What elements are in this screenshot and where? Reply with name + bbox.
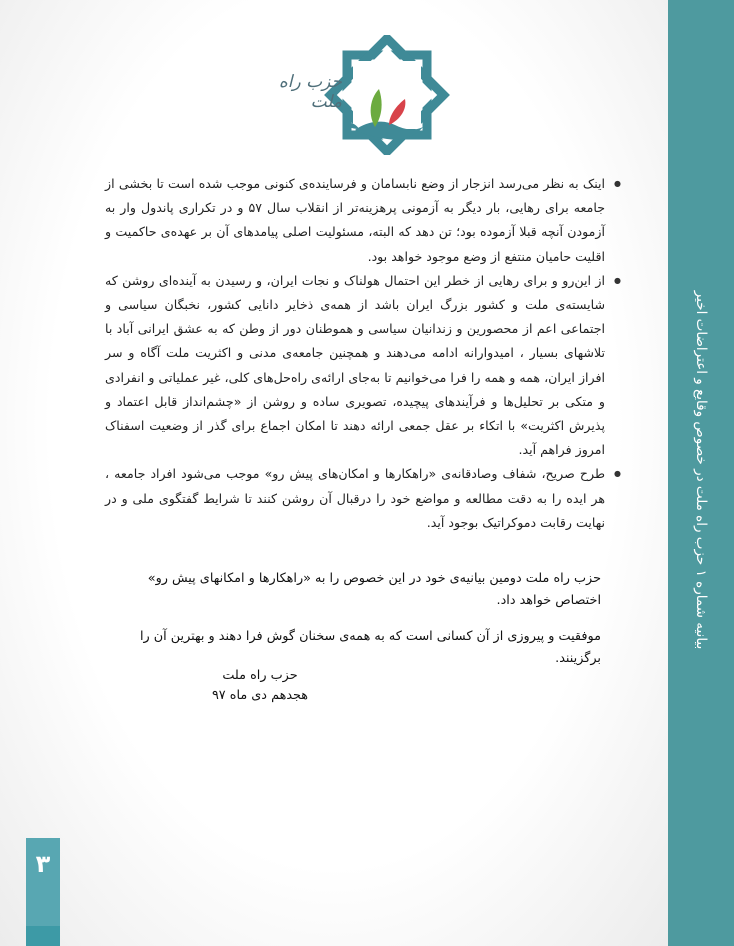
signature-name: حزب راه ملت [222, 668, 298, 683]
statement-point: ● طرح صریح، شفاف وصادقانه‌ی «راهکارها و امکان‌های پیش رو» موجب می‌شود افراد جامعه ، هر ایده را به دقت مطالعه و مواضع خود را درقبال آن روشن کنند تا شرایط گفتگوی ملی و در نهایت رقابت دموکراتیک بوجود آید. [105, 462, 605, 535]
statement-body [105, 172, 605, 535]
page-tab-accent [26, 926, 60, 946]
statement-points [105, 172, 605, 535]
motto-text: موفقیت و پیروزی از آن کسانی است که به همه‌ی سخنان گوش فرا دهند و بهترین آن را برگزینند. [139, 629, 601, 666]
announcement-text: حزب راه ملت دومین بیانیه‌ی خود در این خصوص را به «راهکارها و امکانهای پیش رو» اختصاص خواهد داد. [147, 571, 601, 608]
signature-block [180, 666, 340, 706]
page-number: ۳ [35, 850, 51, 878]
side-title: بیانیه شماره ۱ حزب راه ملت در خصوص وقایع و اعتراضات اخیر [693, 290, 709, 650]
statement-point: ● از این‌رو و برای رهایی از خطر این احتمال هولناک و نجات ایران، و رسیدن به آینده‌ای روشن که شایسته‌ی ملت و کشور بزرگ ایران باشد از همه‌ی ذخایر دانایی کشور، نخبگان سیاسی و اجتماعی اعم از محصورین و زندانیان سیاسی و هموطنان دور از وطن که به عشق ایرانی آباد با تلاشهای بسیار ، امیدوارانه ادامه می‌دهند و همچنین جامعه‌ی مدنی و اکثریت ملت آگاه و سر افراز ایران، همه و همه را فرا می‌خوانیم تا به‌جای ارائه‌ی راه‌حل‌های کلی، غیر عملیاتی و انفرادی و متکی بر تحلیل‌ها و فرآیندهای پیچیده، تصویری ساده و روشن از «چشم‌انداز قابل اعتماد و پذیرش اکثریت» با اتکاء بر عقل جمعی ارائه دهند تا امکان اجماع برای گذر از وضعیت اسفناک امروز فراهم آید. [105, 269, 605, 463]
logo-wordmark: حزب راه ملت [278, 72, 342, 112]
signature-date: هجدهم دی ماه ۹۷ [211, 688, 309, 703]
statement-point: ● اینک به نظر می‌رسد انزجار از وضع نابسامان و فرساینده‌ی کنونی موجب شده است تا بخشی از جامعه برای رهایی، بار دیگر به آزمونی پرهزینه‌تر از انقلاب سال ۵۷ و در تکراری پاندول وار به آزمودن آنچه قبلا آزموده بود؛ تن دهد که البته، مسئولیت اصلی پیامدهای آن بر عهده‌ی حاکمیت و اقلیت حامیان منتفع از وضع موجود خواهد بود. [105, 172, 605, 269]
